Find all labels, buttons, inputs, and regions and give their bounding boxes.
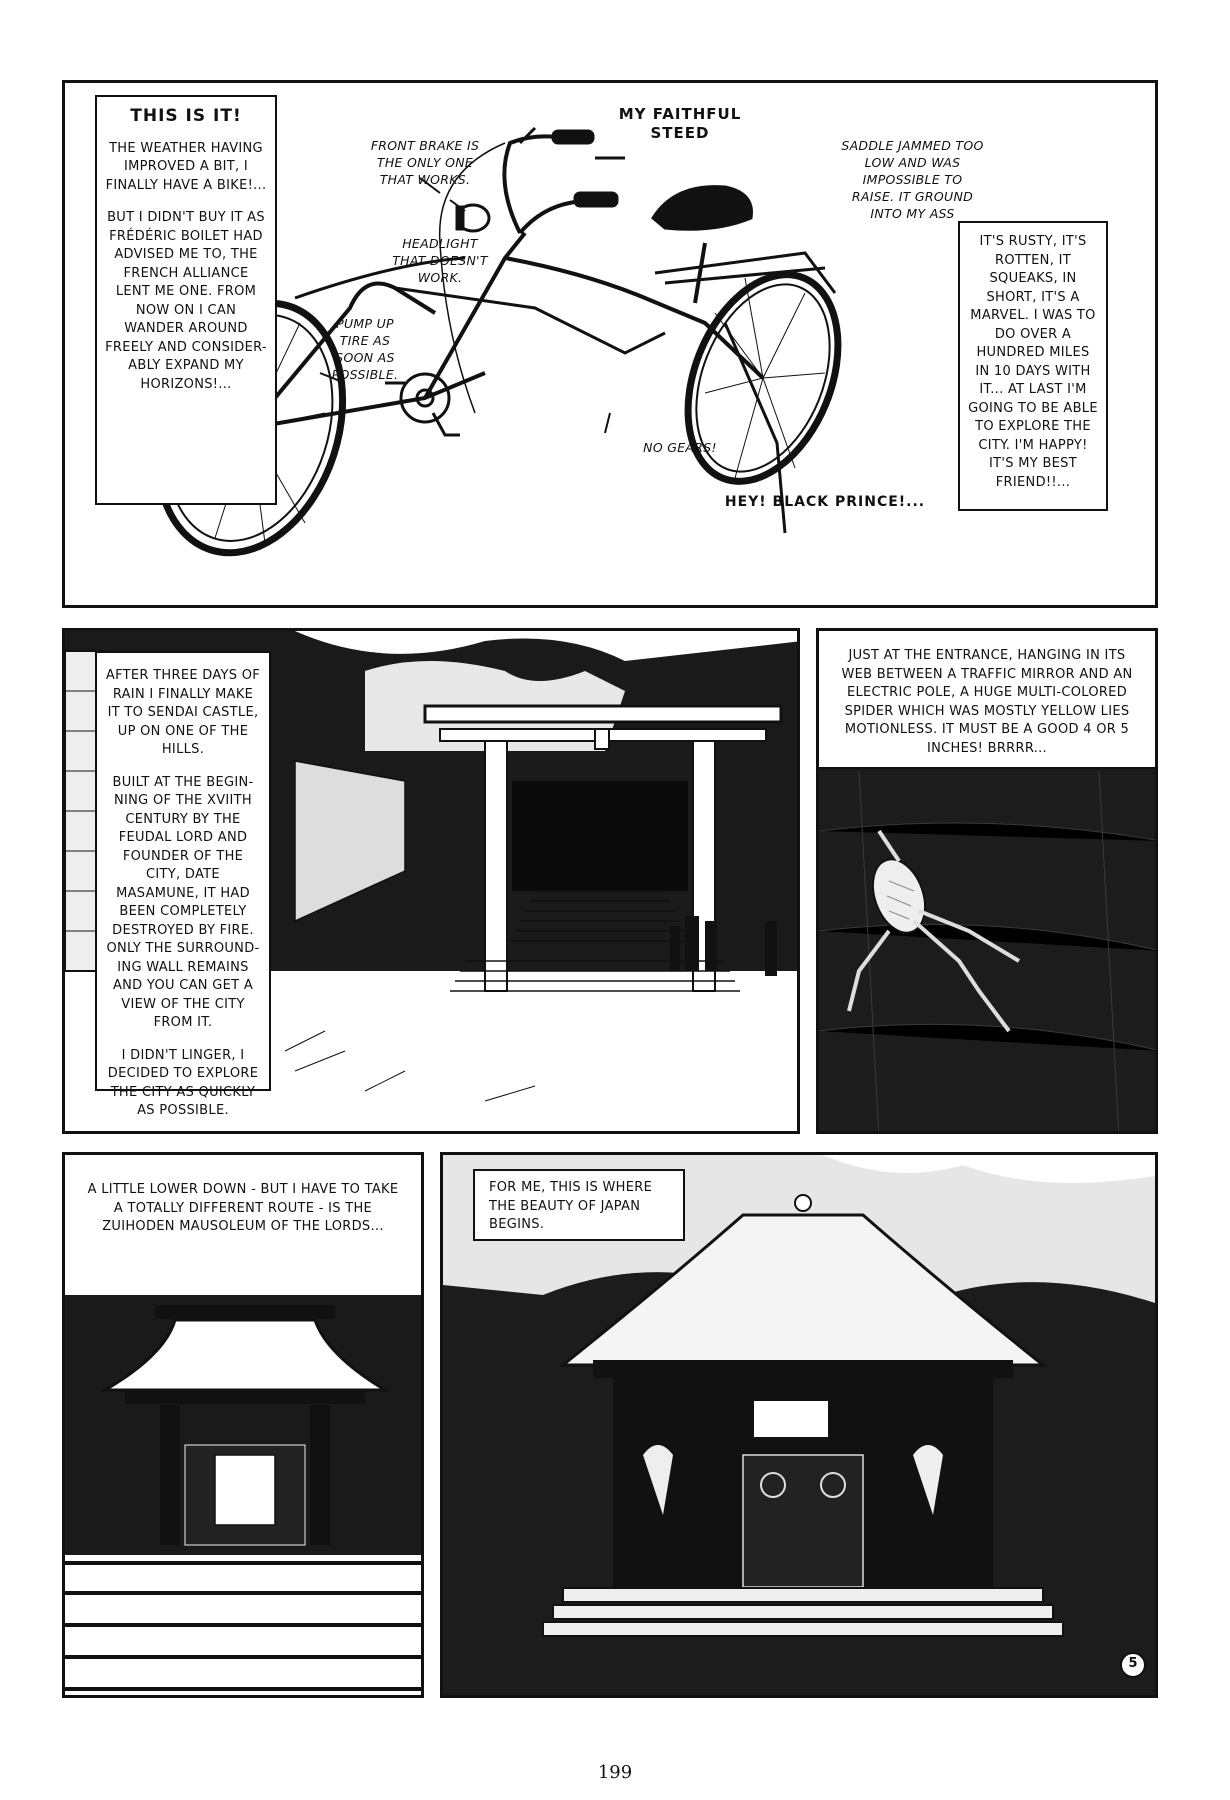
caption-sendai-castle bbox=[95, 651, 271, 1118]
panel-zuihoden-approach bbox=[62, 1152, 424, 1698]
note-pump: PUMP UP TIRE AS SOON AS POSSIBLE. bbox=[331, 316, 399, 382]
caption-spider: JUST AT THE ENTRANCE, HANGING IN ITS WEB BETWEEN A TRAFFIC MIRROR AND AN ELECTRIC POLE, A HUGE MULTI-COLORED SPIDER WHICH WAS MOSTLY YELLOW LIES MOTIONLESS. IT MUST BE A GOOD 4 OR 5 INCHES! BRRRR... bbox=[819, 631, 1155, 769]
heading-my-faithful-steed: MY FAITHFUL STEED bbox=[618, 105, 742, 142]
caption-beauty-of-japan: FOR ME, THIS IS WHERE THE BEAUTY OF JAPAN BEGINS. bbox=[473, 1169, 685, 1241]
note-no-gears: NO GEARS! bbox=[643, 440, 717, 455]
caption-text: BUT I DIDN'T BUY IT AS FRÉDÉRIC BOILET HAD ADVISED ME TO, THE FRENCH ALLIANCE LENT ME ONE. FROM NOW ON I CAN WANDER AROUND FREELY AND CONSIDER-ABLY EXPAND MY HORIZONS!... bbox=[105, 210, 267, 392]
panel-bike bbox=[62, 80, 1158, 608]
note-saddle: SADDLE JAMMED TOO LOW AND WAS IMPOSSIBLE TO RAISE. IT GROUND INTO MY ASS bbox=[841, 138, 984, 221]
caption-this-is-it bbox=[95, 95, 277, 505]
note-headlight: HEADLIGHT THAT DOESN'T WORK. bbox=[392, 236, 488, 285]
panel-number: 5 bbox=[1128, 1656, 1138, 1671]
note-front-brake: FRONT BRAKE IS THE ONLY ONE THAT WORKS. bbox=[370, 138, 480, 187]
page-number: 199 bbox=[597, 1762, 633, 1783]
panel-spider bbox=[816, 628, 1158, 1134]
caption-text: I DIDN'T LINGER, I DECIDED TO EXPLORE THE CITY AS QUICKLY AS POSSIBLE. bbox=[107, 1047, 259, 1118]
shout-hey-black-prince: HEY! BLACK PRINCE!... bbox=[724, 494, 926, 510]
caption-title: THIS IS IT! bbox=[130, 106, 242, 126]
panel-sendai-castle bbox=[62, 628, 800, 1134]
caption-rusty: IT'S RUSTY, IT'S ROTTEN, IT SQUEAKS, IN SHORT, IT'S A MARVEL. I WAS TO DO OVER A HUNDRED MILES IN 10 DAYS WITH IT... AT LAST I'M GOING TO BE ABLE TO EXPLORE THE CITY. I'M HAPPY! IT'S MY BEST FRIEND!!... bbox=[958, 221, 1108, 511]
panel-zuihoden-gate bbox=[440, 1152, 1158, 1698]
caption-zuihoden: A LITTLE LOWER DOWN - BUT I HAVE TO TAKE A TOTALLY DIFFERENT ROUTE - IS THE ZUIHODEN MAUSOLEUM OF THE LORDS... bbox=[65, 1155, 421, 1295]
caption-text: BUILT AT THE BEGIN-NING OF THE XVIITH CENTURY BY THE FEUDAL LORD AND FOUNDER OF THE CITY, DATE MASAMUNE, IT HAD BEEN COMPLETELY DESTROYED BY FIRE. ONLY THE SURROUND-ING WALL REMAINS AND YOU CAN GET A VIEW OF THE CITY FROM IT. bbox=[106, 774, 260, 1030]
caption-text: AFTER THREE DAYS OF RAIN I FINALLY MAKE IT TO SENDAI CASTLE, UP ON ONE OF THE HILLS. bbox=[105, 668, 261, 757]
caption-text: THE WEATHER HAVING IMPROVED A BIT, I FINALLY HAVE A BIKE!... bbox=[105, 140, 267, 193]
